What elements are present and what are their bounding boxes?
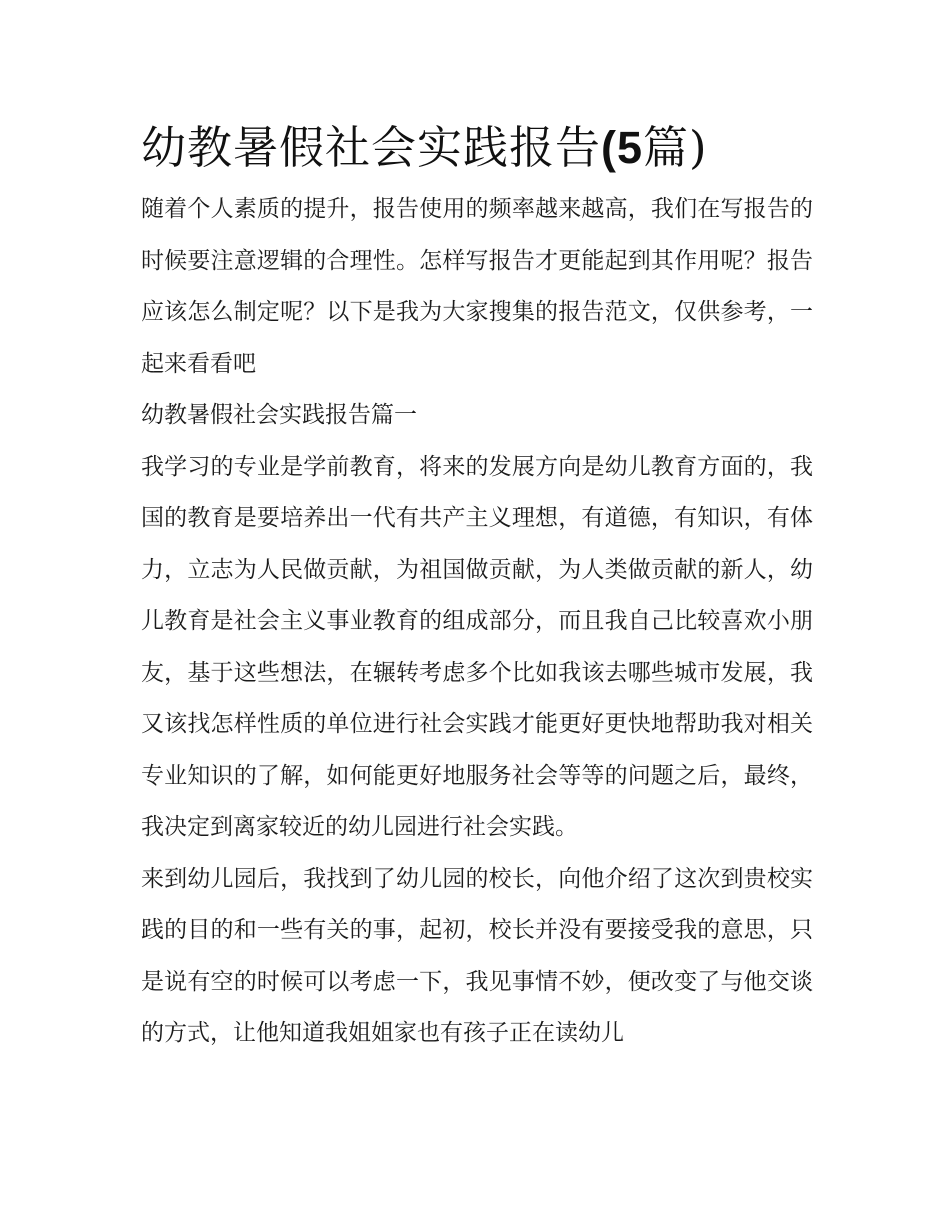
document-body [141, 118, 813, 1060]
section-heading: 幼教暑假社会实践报告篇一 [141, 402, 417, 428]
intro-paragraph: 随着个人素质的提升，报告使用的频率越来越高，我们在写报告的时候要注意逻辑的合理性。怎样写报告才更能起到其作用呢？报告应该怎么制定呢？以下是我为大家搜集的报告范文，仅供参考，一起来看看吧 [141, 196, 813, 377]
title-count: (5 [601, 122, 644, 173]
body-paragraph: 来到幼儿园后，我找到了幼儿园的校长，向他介绍了这次到贵校实践的目的和一些有关的事，起初，校长并没有要接受我的意思，只是说有空的时候可以考虑一下，我见事情不妙，便改变了与他交谈的方式，让他知道我姐姐家也有孩子正在读幼儿 [141, 865, 813, 1046]
body-paragraph: 我学习的专业是学前教育，将来的发展方向是幼儿教育方面的，我国的教育是要培养出一代有共产主义理想，有道德，有知识，有体力，立志为人民做贡献，为祖国做贡献，为人类做贡献的新人，幼儿教育是社会主义事业教育的组成部分，而且我自己比较喜欢小朋友，基于这些想法，在辗转考虑多个比如我该去哪些城市发展，我又该找怎样性质的单位进行社会实践才能更好更快地帮助我对相关专业知识的了解，如何能更好地服务社会等等的问题之后，最终，我决定到离家较近的幼儿园进行社会实践。 [141, 453, 813, 840]
title-text: 幼教暑假社会实践报告 [141, 121, 602, 174]
title-suffix: 篇) [643, 121, 708, 174]
document-title [141, 118, 813, 178]
